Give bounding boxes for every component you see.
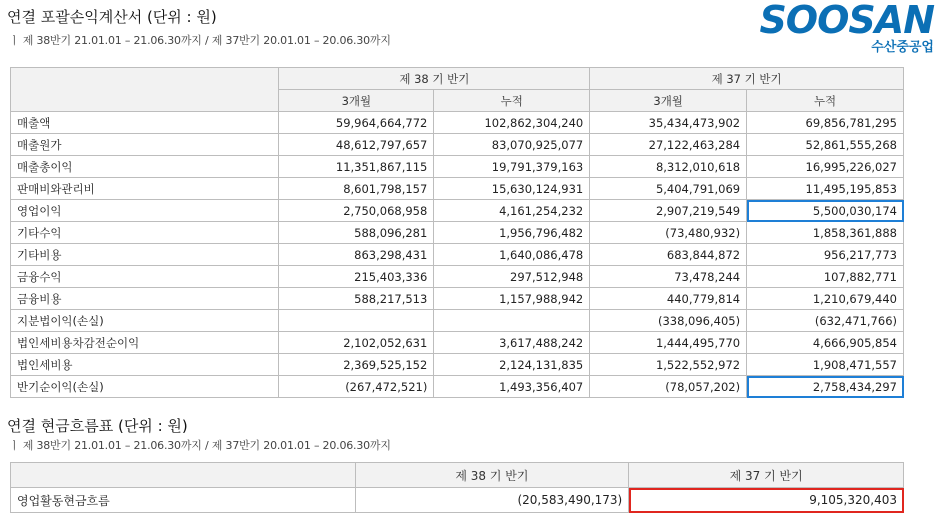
cell-value: 5,404,791,069 [590,178,747,200]
cell-value: 2,369,525,152 [279,354,434,376]
cell-value: 1,640,086,478 [434,244,590,266]
table-row [11,332,904,354]
table-row [11,178,904,200]
cell-value [279,310,434,332]
row-label: 영업이익 [11,200,279,222]
header-period-38: 제 38 기 반기 [279,68,590,90]
cell-value-highlighted: 5,500,030,174 [747,200,904,222]
header-blank [11,68,279,112]
cell-value: 1,522,552,972 [590,354,747,376]
cell-value: 69,856,781,295 [747,112,904,134]
table-row [11,376,904,398]
cell-value: 8,312,010,618 [590,156,747,178]
row-label: 지분법이익(손실) [11,310,279,332]
logo-korean-name: 수산중공업 [871,40,934,55]
table-row [11,134,904,156]
income-statement-title: 연결 포괄손익계산서 (단위 : 원) [7,8,217,26]
company-logo [759,0,938,56]
cell-value: 19,791,379,163 [434,156,590,178]
cell-value: 1,493,356,407 [434,376,590,398]
cell-value: 956,217,773 [747,244,904,266]
income-statement-period: ㅣ 제 38반기 21.01.01 – 21.06.30까지 / 제 37반기 20.01.01 – 20.06.30까지 [9,34,391,47]
table-row [11,156,904,178]
header-cumulative-37: 누적 [747,90,904,112]
table-row [11,354,904,376]
cf-value-37-highlighted: 9,105,320,403 [629,488,904,513]
cell-value: 8,601,798,157 [279,178,434,200]
row-label: 반기순이익(손실) [11,376,279,398]
cell-value: 27,122,463,284 [590,134,747,156]
row-label: 법인세비용 [11,354,279,376]
cell-value: 1,157,988,942 [434,288,590,310]
cf-header-blank [11,463,356,488]
cell-value: 4,666,905,854 [747,332,904,354]
cell-value: 1,210,679,440 [747,288,904,310]
logo-wordmark: SOOSAN [759,0,934,42]
cell-value: 4,161,254,232 [434,200,590,222]
header-3month-37: 3개월 [590,90,747,112]
table-row [11,200,904,222]
cell-value: (78,057,202) [590,376,747,398]
cell-value: (632,471,766) [747,310,904,332]
header-period-37: 제 37 기 반기 [590,68,904,90]
cell-value: (73,480,932) [590,222,747,244]
cell-value: 35,434,473,902 [590,112,747,134]
table-row [11,244,904,266]
cell-value: 215,403,336 [279,266,434,288]
income-statement-table [10,67,904,398]
header-3month-38: 3개월 [279,90,434,112]
cell-value: 16,995,226,027 [747,156,904,178]
cell-value: 1,956,796,482 [434,222,590,244]
cell-value: 59,964,664,772 [279,112,434,134]
cell-value: 1,858,361,888 [747,222,904,244]
cell-value: 83,070,925,077 [434,134,590,156]
cell-value: 11,351,867,115 [279,156,434,178]
row-label: 금융비용 [11,288,279,310]
cashflow-table [10,462,904,513]
cell-value: 683,844,872 [590,244,747,266]
row-label: 매출원가 [11,134,279,156]
cell-value: 102,862,304,240 [434,112,590,134]
cell-value: 11,495,195,853 [747,178,904,200]
table-row [11,112,904,134]
cf-value-38: (20,583,490,173) [355,488,629,513]
cell-value: (267,472,521) [279,376,434,398]
row-label: 매출총이익 [11,156,279,178]
cell-value: 1,908,471,557 [747,354,904,376]
cashflow-title: 연결 현금흐름표 (단위 : 원) [7,417,188,435]
cell-value: 73,478,244 [590,266,747,288]
cell-value: 297,512,948 [434,266,590,288]
cell-value: 107,882,771 [747,266,904,288]
table-row [11,288,904,310]
cell-value: 588,096,281 [279,222,434,244]
cell-value: 863,298,431 [279,244,434,266]
cell-value: 52,861,555,268 [747,134,904,156]
cf-header-period-37: 제 37 기 반기 [629,463,904,488]
cashflow-period: ㅣ 제 38반기 21.01.01 – 21.06.30까지 / 제 37반기 20.01.01 – 20.06.30까지 [9,439,391,452]
cf-row-label: 영업활동현금흐름 [11,488,356,513]
row-label: 기타비용 [11,244,279,266]
header-cumulative-38: 누적 [434,90,590,112]
cell-value [434,310,590,332]
cell-value: 48,612,797,657 [279,134,434,156]
row-label: 금융수익 [11,266,279,288]
cell-value: 2,124,131,835 [434,354,590,376]
table-row [11,222,904,244]
cell-value: 2,750,068,958 [279,200,434,222]
cell-value: (338,096,405) [590,310,747,332]
cell-value-highlighted: 2,758,434,297 [747,376,904,398]
cell-value: 2,907,219,549 [590,200,747,222]
cf-header-period-38: 제 38 기 반기 [355,463,629,488]
table-row [11,310,904,332]
cell-value: 440,779,814 [590,288,747,310]
cell-value: 1,444,495,770 [590,332,747,354]
cell-value: 588,217,513 [279,288,434,310]
row-label: 기타수익 [11,222,279,244]
cell-value: 15,630,124,931 [434,178,590,200]
row-label: 판매비와관리비 [11,178,279,200]
table-row [11,266,904,288]
cell-value: 2,102,052,631 [279,332,434,354]
cell-value: 3,617,488,242 [434,332,590,354]
row-label: 법인세비용차감전순이익 [11,332,279,354]
row-label: 매출액 [11,112,279,134]
